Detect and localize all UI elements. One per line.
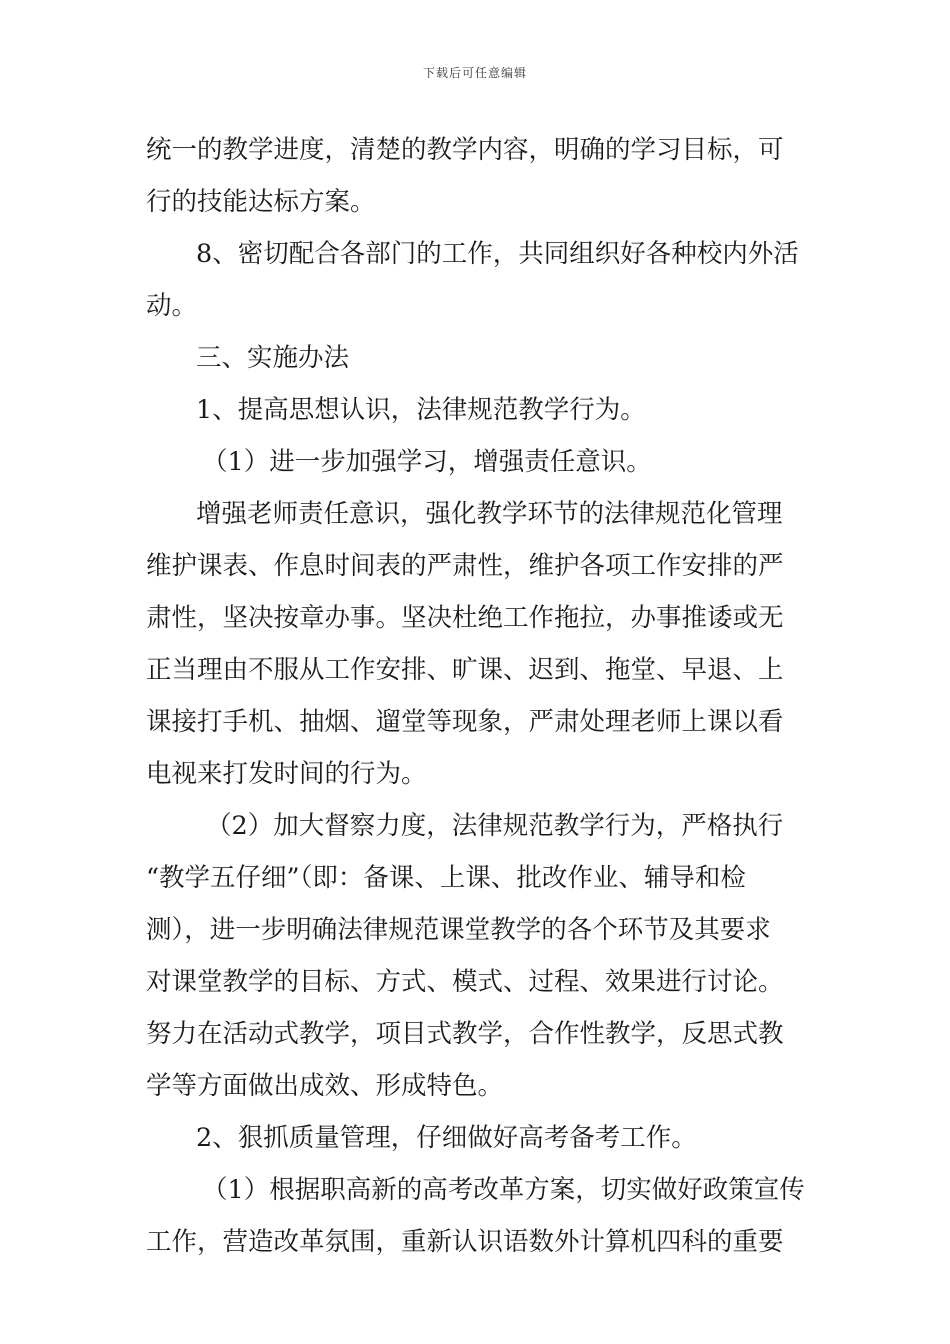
text-line: 维护课表、作息时间表的严肃性，维护各项工作安排的严 — [146, 551, 784, 581]
text-line: 对课堂教学的目标、方式、模式、过程、效果进行讨论。 — [146, 967, 784, 997]
text-line: “教学五仔细”（即：备课、上课、批改作业、辅导和检 — [146, 863, 746, 893]
text-line: 动。 — [146, 291, 198, 321]
text-line: 工作，营造改革氛围，重新认识语数外计算机四科的重要 — [146, 1227, 784, 1257]
text-line: 课接打手机、抽烟、遛堂等现象，严肃处理老师上课以看 — [146, 707, 784, 737]
text-line: 电视来打发时间的行为。 — [146, 759, 427, 789]
text-line: 三、实施办法 — [196, 343, 350, 373]
text-line: 正当理由不服从工作安排、旷课、迟到、拖堂、早退、上 — [146, 655, 784, 685]
text-line: 2、狠抓质量管理，仔细做好高考备考工作。 — [196, 1123, 697, 1153]
text-line: 增强老师责任意识，强化教学环节的法律规范化管理 — [196, 499, 783, 529]
text-line: 学等方面做出成效、形成特色。 — [146, 1071, 504, 1101]
text-line: 测），进一步明确法律规范课堂教学的各个环节及其要求 — [146, 915, 771, 945]
text-line: 努力在活动式教学，项目式教学，合作性教学，反思式教 — [146, 1019, 784, 1049]
text-line: （2）加大督察力度，法律规范教学行为，严格执行 — [206, 811, 784, 841]
page-header: 下载后可任意编辑 — [422, 66, 527, 80]
document-body — [146, 124, 810, 1268]
text-line: 8、密切配合各部门的工作，共同组织好各种校内外活 — [196, 239, 799, 269]
text-line: 统一的教学进度，清楚的教学内容，明确的学习目标，可 — [146, 135, 784, 165]
text-line: 1、提高思想认识，法律规范教学行为。 — [196, 395, 646, 425]
text-line: （1）根据职高新的高考改革方案，切实做好政策宣传 — [202, 1175, 805, 1205]
text-line: 行的技能达标方案。 — [146, 187, 376, 217]
text-line: （1）进一步加强学习，增强责任意识。 — [202, 447, 652, 477]
text-line: 肃性，坚决按章办事。坚决杜绝工作拖拉，办事推诿或无 — [146, 603, 784, 633]
